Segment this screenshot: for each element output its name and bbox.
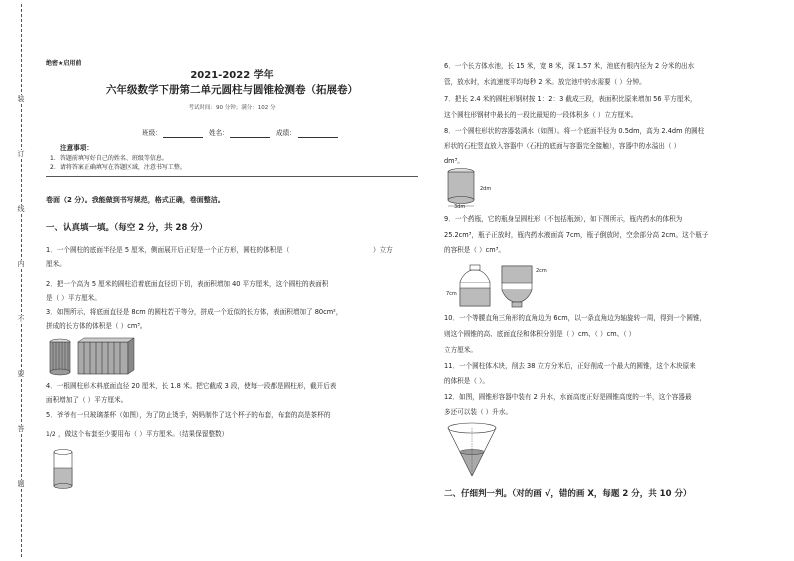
binding-char: 订: [14, 150, 28, 159]
binding-char: 线: [14, 205, 28, 214]
binding-strip: [0, 0, 42, 561]
q8-diameter-label: 3dm: [454, 204, 466, 208]
secret-label: 绝密★启用前: [46, 60, 82, 67]
q8-line2: 形状的石柱竖直放入容器中（石柱的底面与容器完全接触），容器中的水溢出（ ）: [444, 142, 681, 150]
q6-line2: 管，放水时，水流速度平均每秒 2 米。放完池中的水需要（ ）分钟。: [444, 78, 646, 86]
class-label: 班级：: [142, 129, 162, 137]
binding-char: 要: [14, 370, 28, 379]
q8-line3: dm³。: [444, 157, 464, 165]
q5-line1: 5．爷爷有一只玻璃茶杯（如图），为了防止烫手，妈妈制作了这个杯子的布套，布套的高是茶杯的: [46, 411, 331, 419]
note-item: 1．答题前填写好自己的姓名、班级等信息。: [50, 155, 168, 162]
q4-line1: 4．一根圆柱形木料底面直径 20 厘米，长 1.8 米。把它截成 3 段，使每一段都是圆柱形，截开后表: [46, 382, 337, 390]
right-page: [440, 0, 780, 561]
exam-year: 2021-2022 学年: [190, 70, 274, 81]
q12-line1: 12．如图，圆锥形容器中装有 2 升水，水面高度正好是圆锥高度的一半，这个容器最: [444, 393, 692, 401]
q12-line2: 多还可以装（ ）升水。: [444, 408, 513, 416]
neatness-statement: 卷面（2 分）。我能做到书写规范，格式正确，卷面整洁。: [46, 196, 225, 204]
divider: [46, 176, 418, 177]
q5-line2: ，做这个布套至少要用布（ ）平方厘米。（结果保留整数）: [58, 430, 229, 438]
score-field[interactable]: [298, 137, 338, 138]
q11-line1: 11．一个圆柱体木块，削去 38 立方分米后，正好削成一个最大的圆锥，这个木块原来: [444, 362, 696, 370]
name-label: 姓名：: [209, 129, 229, 137]
class-field[interactable]: [163, 137, 203, 138]
q5-cup-figure: [50, 448, 80, 490]
q2-line2: 是（ ）平方厘米。: [46, 294, 101, 302]
q9-line1: 9．一个药瓶，它的瓶身呈圆柱形（不包括瓶颈），如下图所示，瓶内药水的体积为: [444, 215, 683, 223]
binding-char: 题: [14, 480, 28, 489]
q12-cone-figure: [444, 422, 504, 480]
binding-char: 答: [14, 425, 28, 434]
q11-line2: 的体积是（ ）。: [444, 377, 489, 385]
q7-line2: 这个圆柱形钢材中最长的一段比最短的一段体积多（ ）立方厘米。: [444, 111, 638, 119]
q2-line1: 2．把一个高为 5 厘米的圆柱沿着底面直径切下切，表面积增加 40 平方厘米，这个圆柱的表面积: [46, 280, 329, 288]
section1-title: 一、认真填一填。（每空 2 分，共 28 分）: [46, 223, 208, 233]
q9-height-label: 7cm: [446, 291, 457, 297]
q3-figure: [48, 337, 168, 377]
q5-fraction: 1/2: [46, 431, 56, 438]
name-field[interactable]: [230, 137, 270, 138]
q8-height-label: 2dm: [480, 186, 492, 192]
score-label: 成绩：: [276, 129, 296, 137]
binding-line: [21, 4, 22, 557]
q9-empty-label: 2cm: [536, 268, 547, 274]
binding-char: 装: [14, 95, 28, 104]
q9-line3: 的容积是（ ）cm³。: [444, 246, 505, 254]
binding-char: 不: [14, 315, 28, 324]
q10-line2: 则这个圆锥的高、底面直径和体积分别是（ ）cm、（ ）cm、（ ）: [444, 330, 636, 338]
notes-title: 注意事项：: [60, 144, 93, 152]
q1-line1-end: ）立方: [373, 246, 393, 254]
left-page: [46, 0, 418, 561]
q6-line1: 6．一个长方体水池，长 15 米，宽 8 米，深 1.57 米，池底有根内径为 2 分米的出水: [444, 62, 695, 70]
q9-bottle-figure: [444, 262, 554, 308]
q7-line1: 7．把长 2.4 米的圆柱形钢材按 1：2：3 截成三段，表面积比原来增加 56 平方厘米，: [444, 95, 697, 103]
note-item: 2．请将答案正确填写在答题区域，注意书写工整。: [50, 164, 186, 171]
q8-line1: 8．一个圆柱形状的容器装满水（如图）。将一个底面半径为 0.5dm，高为 2.4dm 的圆柱: [444, 127, 705, 135]
q1-line1: 1．一个圆柱的底面半径是 5 厘米，侧面展开后正好是一个正方形，圆柱的体积是（: [46, 246, 290, 254]
q1-line2: 厘米。: [46, 260, 66, 268]
section2-title: 二、仔细判一判。（对的画 √，错的画 X，每题 2 分，共 10 分）: [444, 489, 692, 499]
q9-line2: 25.2cm³，瓶子正放时，瓶内药水液面高 7cm，瓶子倒放时，空余部分高 2cm。这个瓶子: [444, 231, 709, 239]
q4-line2: 面积增加了（ ）平方厘米。: [46, 396, 128, 404]
exam-info: 考试时间：90 分钟；满分：102 分: [188, 105, 276, 111]
q3-line2: 拼成的长方体的体积是（ ）cm³。: [46, 322, 147, 330]
q8-container-figure: [444, 166, 498, 208]
exam-title: 六年级数学下册第二单元圆柱与圆锥检测卷（拓展卷）: [106, 84, 358, 96]
q3-line1: 3．如图所示，将底面直径是 8cm 的圆柱若干等分，拼成一个近似的长方体，表面积增加了 80cm²，: [46, 308, 343, 316]
q10-line3: 立方厘米。: [444, 346, 477, 354]
binding-char: 内: [14, 260, 28, 269]
q10-line1: 10．一个等腰直角三角形的直角边为 6cm，以一条直角边为轴旋转一周，得到一个圆锥，: [444, 314, 707, 322]
